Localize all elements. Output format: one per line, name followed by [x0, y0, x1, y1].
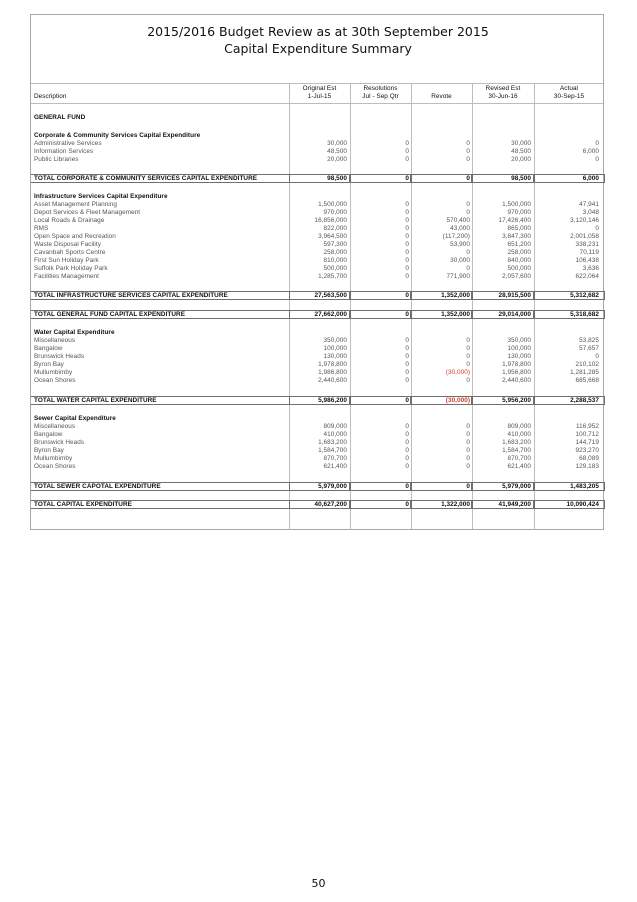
line-item-label: Open Space and Recreation [34, 233, 116, 240]
value-actual: 3,048 [582, 209, 599, 216]
line-item-label: Ocean Shores [34, 463, 76, 470]
header-bottom-rule [31, 103, 603, 104]
value-res: 0 [405, 265, 409, 272]
col-description: Description [34, 93, 67, 100]
value-res: 0 [405, 397, 409, 404]
value-revised: 5,979,000 [502, 483, 531, 490]
value-revised: 29,014,000 [498, 311, 531, 318]
value-revote: 1,352,000 [441, 292, 470, 299]
section-heading: Corporate & Community Services Capital Expenditure [34, 132, 201, 139]
value-actual: 10,090,424 [566, 501, 599, 508]
value-orig: 810,000 [323, 257, 347, 264]
value-revote: 0 [466, 377, 470, 384]
value-revised: 1,978,800 [502, 361, 531, 368]
line-item-label: Brunswick Heads [34, 439, 85, 446]
value-revised: 500,000 [507, 265, 531, 272]
value-revised: 2,057,600 [502, 273, 531, 280]
document-subtitle: Capital Expenditure Summary [224, 41, 412, 56]
value-orig: 27,563,500 [314, 292, 347, 299]
value-actual: 5,312,682 [570, 292, 599, 299]
value-revote: 0 [466, 423, 470, 430]
value-res: 0 [405, 369, 409, 376]
value-orig: 1,584,700 [318, 447, 347, 454]
value-revised: 1,500,000 [502, 201, 531, 208]
col-actual-line1: Actual [559, 85, 579, 92]
total-label: TOTAL SEWER CAPOTAL EXPENDITURE [34, 483, 161, 490]
value-revised: 1,584,700 [502, 447, 531, 454]
line-item-label: Byron Bay [34, 361, 64, 368]
value-orig: 350,000 [323, 337, 347, 344]
value-revised: 970,000 [507, 209, 531, 216]
total-label: TOTAL GENERAL FUND CAPITAL EXPENDITURE [34, 311, 186, 318]
value-res: 0 [405, 447, 409, 454]
value-revote: 0 [466, 431, 470, 438]
value-revote: 0 [466, 201, 470, 208]
value-orig: 870,700 [323, 455, 347, 462]
value-actual: 116,952 [576, 423, 599, 430]
line-item-label: Depot Services & Fleet Management [34, 209, 141, 216]
line-item-label: Miscellaneous [34, 423, 76, 430]
value-revised: 870,700 [507, 455, 531, 462]
line-item-label: Asset Management Planning [34, 201, 117, 208]
value-revised: 809,000 [507, 423, 531, 430]
value-revote: 1,322,000 [441, 501, 470, 508]
total-label: TOTAL INFRASTRUCTURE SERVICES CAPITAL EXPENDITURE [34, 292, 228, 299]
value-revised: 651,200 [507, 241, 531, 248]
value-orig: 1,500,000 [318, 201, 347, 208]
section-heading: Infrastructure Services Capital Expenditure [34, 193, 168, 200]
value-actual: 70,119 [579, 249, 599, 256]
value-revised: 5,956,200 [502, 397, 531, 404]
value-actual: 622,064 [575, 273, 599, 280]
section-heading: Sewer Capital Expenditure [34, 415, 116, 422]
value-revised: 3,847,300 [502, 233, 531, 240]
value-res: 0 [405, 241, 409, 248]
value-actual: 210,102 [575, 361, 599, 368]
value-actual: 0 [595, 156, 599, 163]
value-res: 0 [405, 501, 409, 508]
value-revised: 30,000 [511, 140, 531, 147]
value-revote: 43,000 [450, 225, 470, 232]
value-orig: 1,978,800 [318, 361, 347, 368]
value-res: 0 [405, 311, 409, 318]
value-orig: 1,285,700 [318, 273, 347, 280]
col-revote: Revote [431, 93, 452, 100]
total-label: TOTAL CAPITAL EXPENDITURE [34, 501, 132, 508]
value-revised: 130,000 [507, 353, 531, 360]
value-orig: 822,000 [323, 225, 347, 232]
value-orig: 16,856,000 [314, 217, 347, 224]
value-revote: 0 [466, 345, 470, 352]
line-item-label: Mullumbimby [34, 369, 73, 376]
value-orig: 258,000 [323, 249, 347, 256]
line-item-label: Ocean Shores [34, 377, 76, 384]
value-orig: 5,979,000 [318, 483, 347, 490]
value-revote: 30,000 [450, 257, 470, 264]
value-res: 0 [405, 337, 409, 344]
value-actual: 0 [595, 140, 599, 147]
line-item-label: Mullumbimby [34, 455, 73, 462]
value-revote: 0 [466, 175, 470, 182]
value-res: 0 [405, 455, 409, 462]
value-actual: 0 [595, 353, 599, 360]
value-res: 0 [405, 148, 409, 155]
value-actual: 53,825 [579, 337, 599, 344]
value-revote: 570,400 [446, 217, 470, 224]
value-orig: 410,000 [323, 431, 347, 438]
value-revote: 0 [466, 353, 470, 360]
value-res: 0 [405, 175, 409, 182]
value-res: 0 [405, 353, 409, 360]
line-item-label: Brunswick Heads [34, 353, 85, 360]
value-revised: 410,000 [507, 431, 531, 438]
value-revised: 350,000 [507, 337, 531, 344]
value-actual: 100,712 [575, 431, 599, 438]
value-actual: 144,719 [575, 439, 599, 446]
value-orig: 500,000 [323, 265, 347, 272]
col-original-est-line2: 1-Jul-15 [307, 93, 332, 100]
value-res: 0 [405, 140, 409, 147]
page-number: 50 [311, 877, 326, 890]
value-actual: 2,001,058 [570, 233, 599, 240]
value-revote: 0 [466, 209, 470, 216]
value-revised: 48,500 [511, 148, 531, 155]
value-actual: 3,120,146 [570, 217, 599, 224]
value-res: 0 [405, 257, 409, 264]
value-orig: 30,000 [327, 140, 347, 147]
value-orig: 1,683,200 [318, 439, 347, 446]
section-heading: Water Capital Expenditure [34, 329, 115, 336]
value-revote: 0 [466, 249, 470, 256]
value-revote: 0 [466, 455, 470, 462]
line-item-label: RMS [34, 225, 49, 232]
value-orig: 3,964,500 [318, 233, 347, 240]
value-revote: 0 [466, 265, 470, 272]
col-original-est-line1: Original Est [302, 85, 337, 92]
value-res: 0 [405, 423, 409, 430]
value-revote: 0 [466, 156, 470, 163]
column-divider [534, 83, 535, 529]
value-revised: 17,426,400 [498, 217, 531, 224]
value-actual: 338,231 [575, 241, 599, 248]
value-revised: 20,000 [511, 156, 531, 163]
value-res: 0 [405, 377, 409, 384]
value-res: 0 [405, 431, 409, 438]
value-res: 0 [405, 249, 409, 256]
value-revote: 0 [466, 463, 470, 470]
value-revote: 0 [466, 361, 470, 368]
line-item-label: Byron Bay [34, 447, 64, 454]
line-item-label: Suffolk Park Holiday Park [34, 265, 108, 272]
value-orig: 100,000 [323, 345, 347, 352]
line-item-label: Bangalow [34, 431, 63, 438]
value-res: 0 [405, 156, 409, 163]
value-orig: 5,986,200 [318, 397, 347, 404]
line-item-label: Public Libraries [34, 156, 79, 163]
value-orig: 2,440,600 [318, 377, 347, 384]
value-orig: 48,500 [327, 148, 347, 155]
value-revote: 771,900 [446, 273, 470, 280]
value-actual: 47,941 [579, 201, 599, 208]
value-actual: 923,270 [575, 447, 599, 454]
value-revised: 621,400 [507, 463, 531, 470]
value-revised: 2,440,600 [502, 377, 531, 384]
line-item-label: First Sun Holiday Park [34, 257, 99, 264]
value-revised: 41,949,200 [498, 501, 531, 508]
value-res: 0 [405, 201, 409, 208]
header-top-rule [31, 83, 603, 84]
value-orig: 40,627,200 [314, 501, 347, 508]
col-revised-est-line1: Revised Est [485, 85, 521, 92]
value-orig: 970,000 [323, 209, 347, 216]
value-orig: 98,500 [327, 175, 347, 182]
value-revised: 258,000 [507, 249, 531, 256]
value-actual: 5,318,682 [570, 311, 599, 318]
value-actual: 1,483,205 [570, 483, 599, 490]
value-orig: 1,986,800 [318, 369, 347, 376]
value-revised: 28,915,500 [498, 292, 531, 299]
value-revote: 0 [466, 447, 470, 454]
value-orig: 20,000 [327, 156, 347, 163]
value-revote: (117,200) [442, 233, 470, 240]
line-item-label: Facilities Management [34, 273, 99, 280]
value-orig: 130,000 [323, 353, 347, 360]
value-revote: (30,000) [445, 397, 470, 404]
total-label: TOTAL WATER CAPITAL EXPENDITURE [34, 397, 157, 404]
value-revised: 98,500 [511, 175, 531, 182]
value-revote: 1,352,000 [441, 311, 470, 318]
value-actual: 68,089 [579, 455, 599, 462]
value-actual: 129,183 [575, 463, 599, 470]
value-actual: 0 [595, 225, 599, 232]
value-revote: 0 [466, 140, 470, 147]
value-revote: 53,900 [450, 241, 470, 248]
value-orig: 27,662,000 [314, 311, 347, 318]
value-res: 0 [405, 233, 409, 240]
value-revote: 0 [466, 483, 470, 490]
value-res: 0 [405, 209, 409, 216]
col-revised-est-line2: 30-Jun-16 [488, 93, 518, 100]
value-revote: 0 [466, 439, 470, 446]
value-actual: 3,636 [582, 265, 599, 272]
fund-heading: GENERAL FUND [34, 114, 86, 121]
value-res: 0 [405, 217, 409, 224]
value-revised: 100,000 [507, 345, 531, 352]
value-actual: 6,000 [582, 148, 599, 155]
value-revised: 865,000 [507, 225, 531, 232]
value-actual: 106,438 [575, 257, 599, 264]
budget-sheet [30, 14, 604, 530]
value-res: 0 [405, 439, 409, 446]
value-revised: 1,956,800 [502, 369, 531, 376]
line-item-label: Information Services [34, 148, 94, 155]
value-res: 0 [405, 273, 409, 280]
value-revote: 0 [466, 148, 470, 155]
line-item-label: Local Roads & Drainage [34, 217, 105, 224]
value-res: 0 [405, 361, 409, 368]
value-revote: (30,000) [445, 369, 470, 376]
line-item-label: Administrative Services [34, 140, 102, 147]
line-item-label: Waste Disposal Facility [34, 241, 101, 248]
value-orig: 621,400 [323, 463, 347, 470]
value-res: 0 [405, 345, 409, 352]
value-res: 0 [405, 463, 409, 470]
value-actual: 1,281,285 [570, 369, 599, 376]
value-revised: 840,000 [507, 257, 531, 264]
col-actual-line2: 30-Sep-15 [553, 93, 585, 100]
value-res: 0 [405, 225, 409, 232]
value-actual: 57,657 [579, 345, 599, 352]
total-label: TOTAL CORPORATE & COMMUNITY SERVICES CAPITAL EXPENDITURE [34, 175, 258, 182]
value-orig: 809,000 [323, 423, 347, 430]
value-actual: 6,000 [582, 175, 599, 182]
value-res: 0 [405, 483, 409, 490]
col-resolutions-line1: Resolutions [363, 85, 398, 92]
line-item-label: Bangalow [34, 345, 63, 352]
value-actual: 685,668 [575, 377, 599, 384]
line-item-label: Cavanbah Sports Centre [34, 249, 106, 256]
value-revised: 1,683,200 [502, 439, 531, 446]
value-orig: 597,300 [323, 241, 347, 248]
col-resolutions-line2: Jul - Sep Qtr [362, 93, 399, 100]
value-revote: 0 [466, 337, 470, 344]
document-title: 2015/2016 Budget Review as at 30th September 2015 [147, 24, 489, 39]
line-item-label: Miscellaneous [34, 337, 76, 344]
value-actual: 2,288,537 [570, 397, 599, 404]
value-res: 0 [405, 292, 409, 299]
